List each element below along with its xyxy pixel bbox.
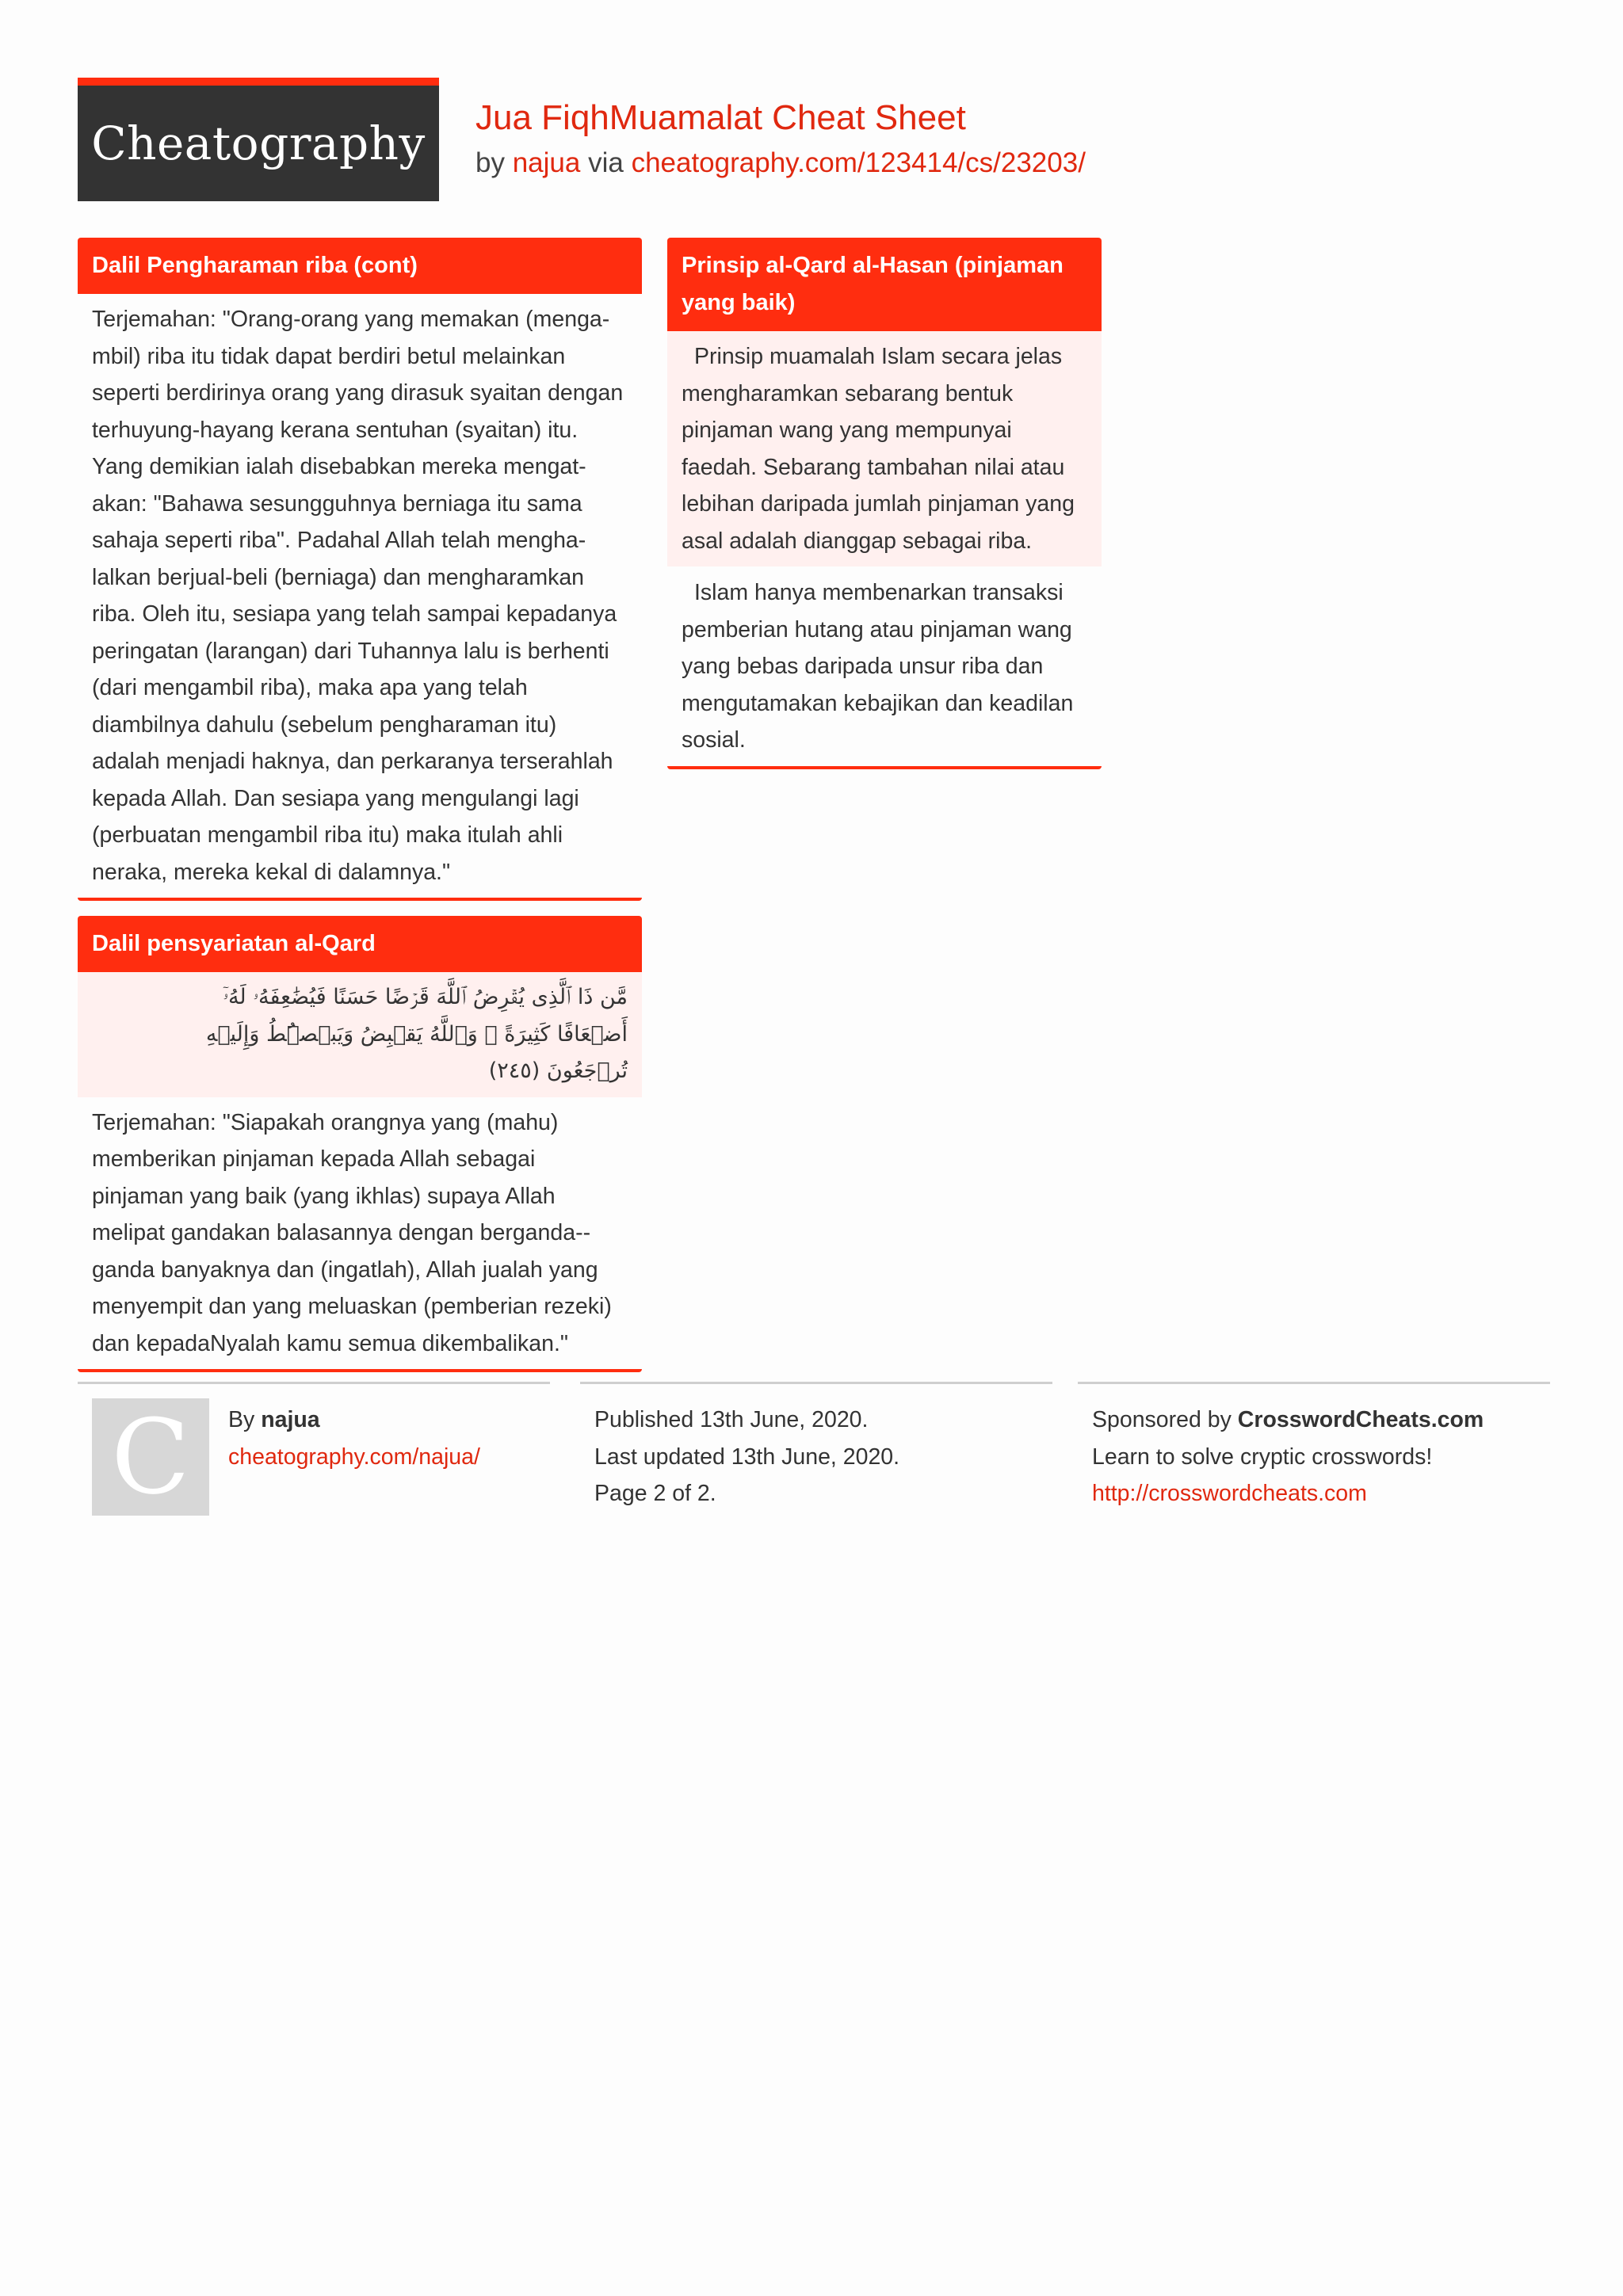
section-heading: Dalil pensyariatan al-Qard <box>78 916 642 972</box>
text-line: Terjemahan: "Orang-orang yang memakan (menga- <box>92 307 610 332</box>
publish-info <box>594 1402 899 1512</box>
arabic-verse <box>78 972 642 1097</box>
text-line: seperti berdirinya orang yang dirasuk syaitan dengan <box>92 380 624 406</box>
arabic-line: مَّن ذَا ٱلَّذِى يُقۡرِضُ ٱللَّهَ قَرۡضًا حَسَنًا فَيُضَٰعِفَهُۥ لَهُۥٓ <box>223 985 628 1009</box>
author-info <box>228 1402 480 1475</box>
text-line: neraka, mereka kekal di dalamnya." <box>92 859 451 885</box>
paragraph-permitted-transactions <box>667 566 1102 766</box>
updated-date: Last updated 13th June, 2020. <box>594 1444 900 1470</box>
sponsored-prefix: Sponsored by <box>1092 1407 1232 1432</box>
text-line: lalkan berjual-beli (berniaga) dan mengharamkan <box>92 564 585 590</box>
arabic-line: تُرۡجَعُونَ (٢٤٥) <box>488 1058 628 1083</box>
author-profile-link[interactable]: cheatography.com/najua/ <box>228 1444 480 1470</box>
text-block <box>78 294 642 898</box>
heading-line: yang baik) <box>682 290 796 315</box>
translation-block <box>78 1097 642 1370</box>
text-line: yang bebas daripada unsur riba dan <box>682 654 1044 679</box>
section-riba <box>78 238 642 901</box>
avatar-letter: C <box>111 1397 190 1517</box>
text-line: dan kepadaNyalah kamu semua dikembalikan." <box>92 1330 569 1356</box>
section-body <box>78 972 642 1372</box>
section-body <box>667 331 1102 769</box>
text-line: memberikan pinjaman kepada Allah sebagai <box>92 1146 536 1172</box>
text-line: asal adalah dianggap sebagai riba. <box>682 528 1033 554</box>
footer-sponsor <box>1078 1382 1550 1527</box>
author-line <box>228 1402 480 1439</box>
footer-author <box>78 1382 550 1527</box>
text-line: terhuyung-hayang kerana sentuhan (syaitan) itu. <box>92 417 579 443</box>
section-heading: Dalil Pengharaman riba (cont) <box>78 238 642 294</box>
text-line: akan: "Bahawa sesungguhnya berniaga itu sama <box>92 490 582 517</box>
text-line: sahaja seperti riba". Padahal Allah telah mengha- <box>92 528 586 553</box>
author-avatar[interactable] <box>92 1398 209 1516</box>
text-line: pinjaman wang yang mempunyai <box>682 418 1012 443</box>
text-line: mengutamakan kebajikan dan keadilan <box>682 690 1074 716</box>
footer-dates <box>580 1382 1052 1527</box>
text-line: menyempit dan yang meluaskan (pemberian rezeki) <box>92 1294 612 1319</box>
text-line: pinjaman yang baik (yang ikhlas) supaya Allah <box>92 1183 556 1209</box>
text-line: peringatan (larangan) dari Tuhannya lalu is berhenti <box>92 638 609 664</box>
page-number: Page 2 of 2. <box>594 1481 716 1506</box>
sponsor-line <box>1092 1402 1484 1439</box>
text-line: (perbuatan mengambil riba itu) maka itulah ahli <box>92 822 563 848</box>
byline <box>475 147 1086 179</box>
published-date: Published 13th June, 2020. <box>594 1407 869 1432</box>
sponsor-name: CrosswordCheats.com <box>1237 1407 1484 1432</box>
by-word: By <box>228 1407 255 1432</box>
author-name: najua <box>261 1407 320 1432</box>
text-line: pemberian hutang atau pinjaman wang <box>682 616 1072 643</box>
sheet-title: Jua FiqhMuamalat Cheat Sheet <box>475 98 966 137</box>
sponsor-tagline: Learn to solve cryptic crosswords! <box>1092 1444 1433 1470</box>
logo-text: Cheatography <box>91 116 426 170</box>
heading-line: Prinsip al-Qard al-Hasan (pinjaman <box>682 253 1064 278</box>
text-line: Terjemahan: "Siapakah orangnya yang (mahu) <box>92 1109 559 1135</box>
text-line: ganda banyaknya dan (ingatlah), Allah jualah yang <box>92 1257 598 1283</box>
by-word: by <box>475 147 505 178</box>
via-word: via <box>588 147 624 178</box>
cheatography-logo[interactable] <box>78 78 439 201</box>
sponsor-info <box>1092 1402 1484 1512</box>
text-line: (dari mengambil riba), maka apa yang telah <box>92 675 528 700</box>
text-line: faedah. Sebarang tambahan nilai atau <box>682 454 1065 480</box>
section-prinsip <box>667 238 1102 769</box>
arabic-line: أَضۡعَافًا كَثِيرَةً ۚ وَٱللَّهُ يَقۡبِضُ وَيَبۡصُۜطُ وَإِلَيۡهِ <box>205 1021 628 1047</box>
section-heading <box>667 238 1102 331</box>
text-line: mengharamkan sebarang bentuk <box>682 380 1014 406</box>
text-line: sosial. <box>682 727 746 753</box>
text-line: riba. Oleh itu, sesiapa yang telah sampai kepadanya <box>92 601 617 627</box>
author-link[interactable]: najua <box>512 147 581 178</box>
sponsor-link[interactable]: http://crosswordcheats.com <box>1092 1481 1367 1506</box>
paragraph-riba-definition <box>667 331 1102 566</box>
text-line: mbil) riba itu tidak dapat berdiri betul melainkan <box>92 343 566 369</box>
text-line: diambilnya dahulu (sebelum pengharaman itu) <box>92 711 557 738</box>
text-line: Prinsip muamalah Islam secara jelas <box>694 344 1063 369</box>
text-line: adalah menjadi haknya, dan perkaranya terserahlah <box>92 749 613 774</box>
text-line: Yang demikian ialah disebabkan mereka mengat- <box>92 454 586 479</box>
section-body <box>78 294 642 901</box>
text-line: melipat gandakan balasannya dengan berganda-- <box>92 1220 591 1245</box>
text-line: Islam hanya membenarkan transaksi <box>694 580 1064 605</box>
text-line: lebihan daripada jumlah pinjaman yang <box>682 491 1075 517</box>
sheet-url-link[interactable]: cheatography.com/123414/cs/23203/ <box>631 147 1086 178</box>
text-line: kepada Allah. Dan sesiapa yang mengulangi lagi <box>92 785 579 811</box>
section-qard <box>78 916 642 1372</box>
